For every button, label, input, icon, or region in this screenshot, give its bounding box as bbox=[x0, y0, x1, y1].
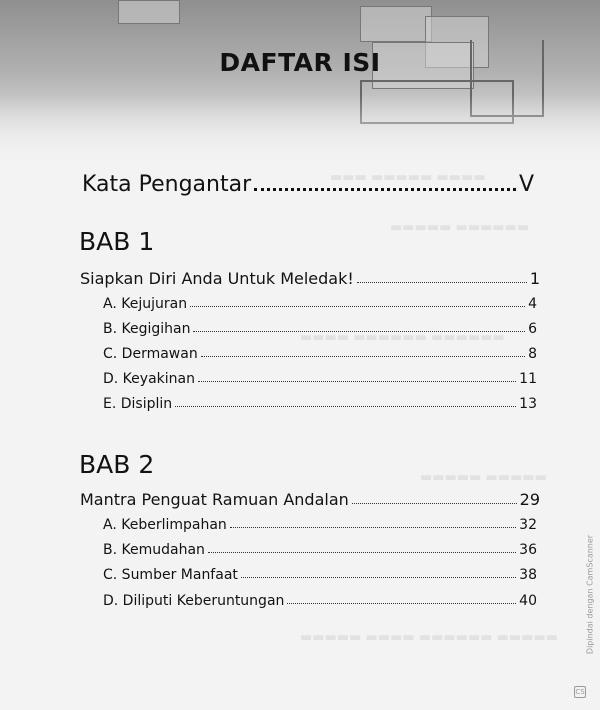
dot-leader bbox=[357, 282, 527, 283]
toc-entry-label: C. Sumber Manfaat bbox=[103, 567, 238, 583]
scanner-watermark bbox=[570, 500, 595, 700]
toc-entry-page: 13 bbox=[519, 396, 537, 412]
toc-section-entry bbox=[103, 342, 537, 362]
toc-entry-page: 36 bbox=[519, 542, 537, 558]
page-title: DAFTAR ISI bbox=[219, 48, 381, 77]
toc-entry-label: Siapkan Diri Anda Untuk Meledak! bbox=[80, 269, 354, 288]
toc-section-entry bbox=[103, 513, 537, 533]
toc-entry-label: D. Diliputi Keberuntungan bbox=[103, 593, 285, 609]
toc-chapter-entry bbox=[80, 487, 540, 509]
toc-entry-page: 40 bbox=[519, 593, 537, 609]
toc-section-entry bbox=[103, 538, 537, 558]
toc-section-entry bbox=[103, 367, 537, 387]
chapter-heading-bab-1: BAB 1 bbox=[79, 227, 155, 256]
toc-section-entry bbox=[103, 317, 537, 337]
toc-entry-page: 38 bbox=[519, 567, 537, 583]
toc-section-entry bbox=[103, 563, 537, 583]
toc-entry-label: C. Dermawan bbox=[103, 346, 198, 362]
watermark-text: Dipindai dengan CamScanner bbox=[585, 534, 595, 655]
camscanner-icon: CS bbox=[575, 688, 585, 696]
toc-entry-page: 8 bbox=[528, 346, 537, 362]
toc-entry-label: E. Disiplin bbox=[103, 396, 173, 412]
toc-section-entry bbox=[103, 589, 537, 609]
dot-leader bbox=[201, 356, 525, 357]
dot-leader bbox=[230, 527, 516, 528]
toc-section-entry bbox=[103, 292, 537, 312]
dot-leader bbox=[208, 552, 516, 553]
dot-leader bbox=[287, 603, 516, 604]
dot-leader bbox=[175, 406, 516, 407]
dot-leader bbox=[198, 381, 516, 382]
toc-entry-kata-pengantar bbox=[82, 165, 534, 197]
toc-entry-page: 11 bbox=[519, 371, 537, 387]
dot-leader bbox=[241, 577, 516, 578]
chapter-heading-bab-2: BAB 2 bbox=[79, 450, 155, 479]
toc-section-entry bbox=[103, 392, 537, 412]
toc-entry-page: 29 bbox=[519, 490, 540, 509]
toc-entry-page: 6 bbox=[528, 321, 537, 337]
toc-entry-label: D. Keyakinan bbox=[103, 371, 195, 387]
toc-entry-label: B. Kegigihan bbox=[103, 321, 191, 337]
toc-entry-page: 32 bbox=[519, 517, 537, 533]
toc-entry-label: A. Kejujuran bbox=[103, 296, 188, 312]
dot-leader bbox=[190, 306, 525, 307]
toc-entry-label: Mantra Penguat Ramuan Andalan bbox=[80, 490, 349, 509]
toc-entry-page: 4 bbox=[528, 296, 537, 312]
toc-entry-label: B. Kemudahan bbox=[103, 542, 205, 558]
dot-leader bbox=[193, 331, 525, 332]
toc-entry-label: Kata Pengantar bbox=[82, 172, 252, 197]
dot-leader bbox=[254, 188, 516, 191]
dot-leader bbox=[352, 503, 517, 504]
toc-chapter-entry bbox=[80, 266, 540, 288]
toc-entry-page: 1 bbox=[529, 269, 540, 288]
toc-entry-label: A. Keberlimpahan bbox=[103, 517, 227, 533]
toc-entry-page: V bbox=[518, 172, 534, 197]
cover-background-photo bbox=[0, 0, 600, 165]
